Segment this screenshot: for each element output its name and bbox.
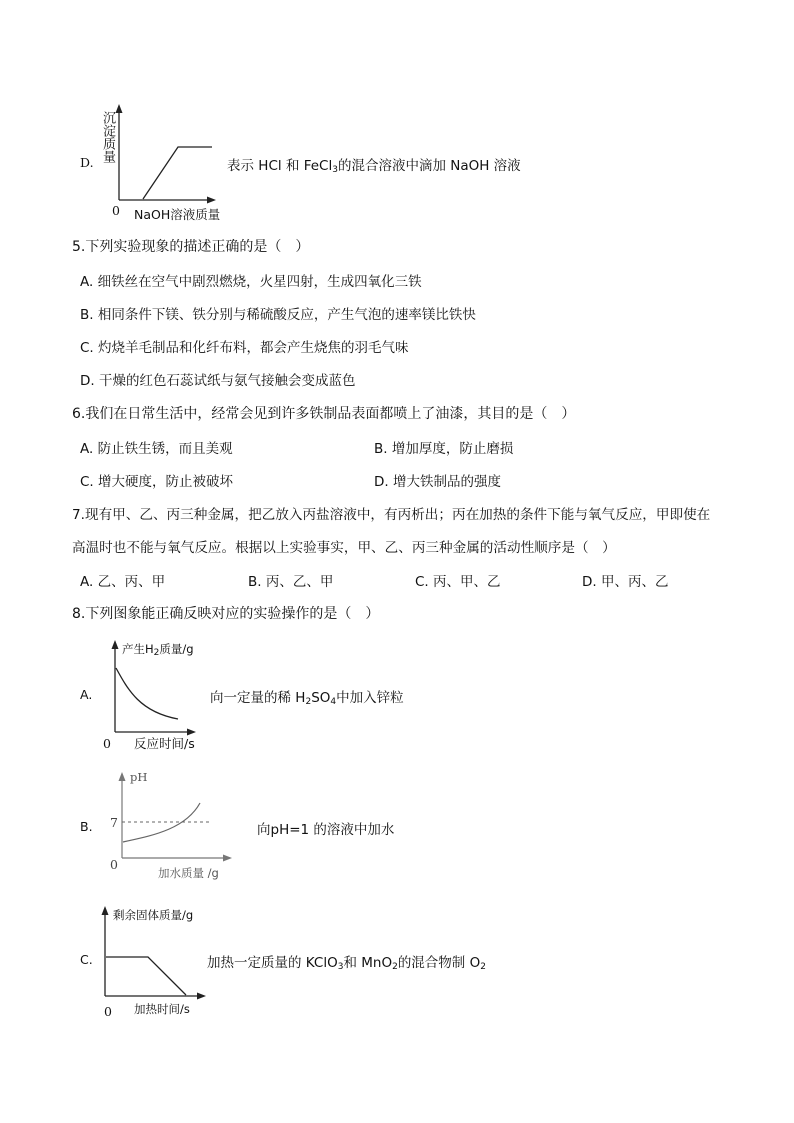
q7-stem-line2: 高温时也不能与氧气反应。根据以上实验事实，甲、乙、丙三种金属的活动性顺序是（ ） bbox=[72, 540, 616, 556]
q8c-x-label: 加热时间/s bbox=[134, 1002, 190, 1016]
q4d-y-axis-label: 沉淀质量 bbox=[100, 111, 115, 163]
q6-option-b[interactable]: B. 增加厚度，防止磨损 bbox=[374, 441, 514, 457]
q5-option-d[interactable]: D. 干燥的红色石蕊试纸与氨气接触会变成蓝色 bbox=[80, 373, 356, 389]
q6-option-c[interactable]: C. 增大硬度，防止被破坏 bbox=[80, 474, 234, 490]
q8c-origin: 0 bbox=[104, 1004, 112, 1019]
q8b-letter: B. bbox=[80, 819, 93, 834]
q6-stem: 6.我们在日常生活中，经常会见到许多铁制品表面都喷上了油漆，其目的是（ ） bbox=[72, 406, 576, 422]
q5-option-a[interactable]: A. 细铁丝在空气中剧烈燃烧，火星四射，生成四氧化三铁 bbox=[80, 274, 422, 290]
q8c-description: 加热一定质量的 KClO$_3$和 MnO$_2$的混合物制 $O_2$ bbox=[207, 955, 486, 972]
q5-stem: 5.下列实验现象的描述正确的是（ ） bbox=[72, 239, 310, 255]
q4d-x-axis-label: NaOH溶液质量 bbox=[134, 207, 221, 222]
q6-option-a[interactable]: A. 防止铁生锈，而且美观 bbox=[80, 441, 233, 457]
q8a-letter: A. bbox=[80, 687, 93, 702]
q8b-origin: 0 bbox=[110, 857, 118, 872]
q7-stem-line1: 7.现有甲、乙、丙三种金属，把乙放入丙盐溶液中，有丙析出；丙在加热的条件下能与氧气反应，甲即使在 bbox=[72, 507, 711, 523]
q8b-y-label: pH bbox=[130, 770, 148, 784]
q8b-x-label: 加水质量 /g bbox=[158, 866, 219, 880]
q4d-origin: 0 bbox=[112, 203, 120, 218]
q7-option-a[interactable]: A. 乙、丙、甲 bbox=[80, 574, 166, 590]
q6-option-d[interactable]: D. 增大铁制品的强度 bbox=[374, 474, 501, 490]
q8a-description: 向一定量的稀 $H_2SO_4$中加入锌粒 bbox=[210, 690, 404, 707]
q7-option-d[interactable]: D. 甲、丙、乙 bbox=[582, 574, 669, 590]
q8a-x-label: 反应时间/s bbox=[134, 736, 195, 751]
q8a-origin: 0 bbox=[103, 736, 111, 751]
q8c-y-label: 剩余固体质量/g bbox=[113, 908, 194, 922]
q7-option-b[interactable]: B. 丙、乙、甲 bbox=[248, 574, 334, 590]
q8c-letter: C. bbox=[80, 952, 93, 967]
q8b-description: 向pH=1 的溶液中加水 bbox=[257, 822, 395, 838]
q8a-y-label: 产生$H_2$质量/g bbox=[122, 642, 194, 658]
q5-option-b[interactable]: B. 相同条件下镁、铁分别与稀硫酸反应，产生气泡的速率镁比铁快 bbox=[80, 307, 476, 323]
q5-option-c[interactable]: C. 灼烧羊毛制品和化纤布料，都会产生烧焦的羽毛气味 bbox=[80, 340, 409, 356]
q7-option-c[interactable]: C. 丙、甲、乙 bbox=[415, 574, 501, 590]
q4d-description: 表示 HCl 和 FeCl$_3$的混合溶液中滴加 NaOH 溶液 bbox=[227, 158, 521, 175]
q8b-tick-7: 7 bbox=[110, 815, 118, 830]
q4d-letter: D. bbox=[80, 155, 94, 170]
q8-stem: 8.下列图象能正确反映对应的实验操作的是（ ） bbox=[72, 606, 380, 622]
q8c-curve bbox=[106, 957, 186, 995]
